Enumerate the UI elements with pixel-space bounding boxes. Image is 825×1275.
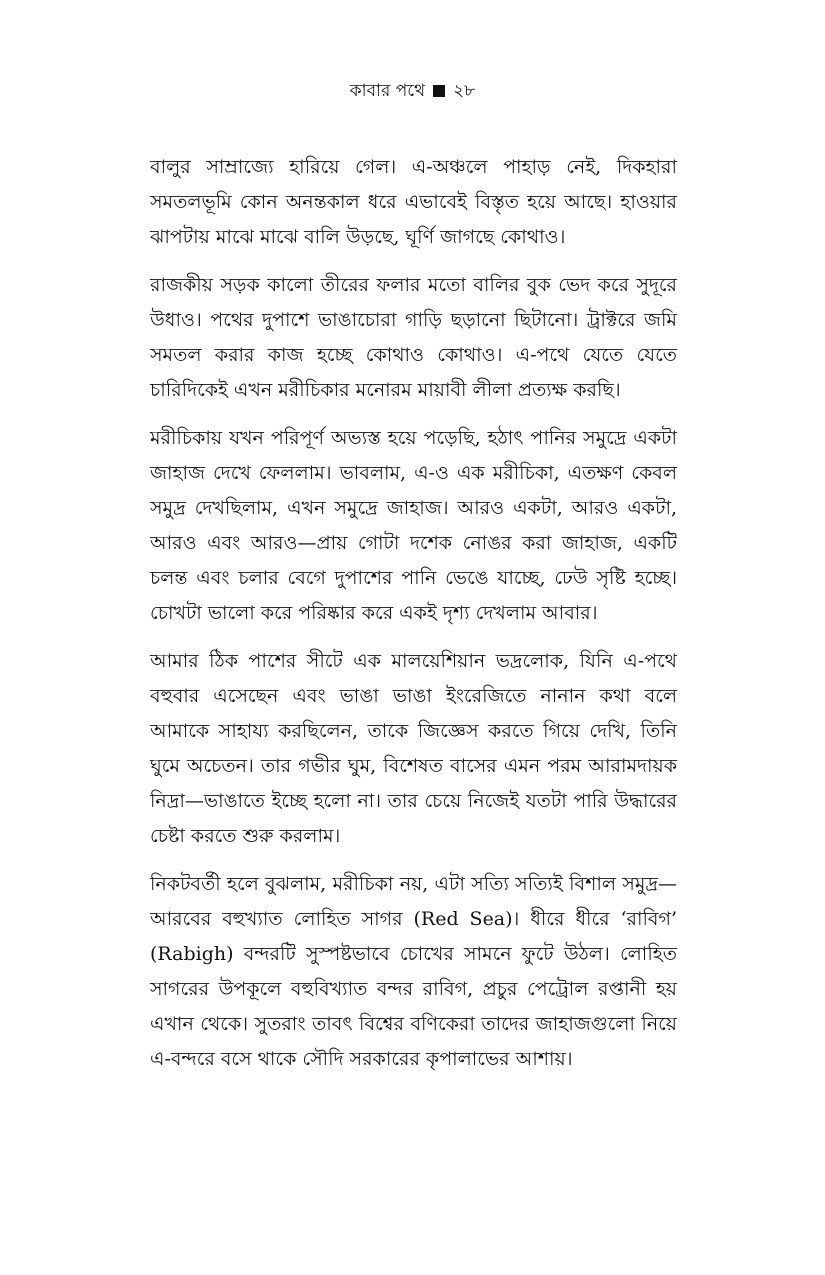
paragraph-3: মরীচিকায় যখন পরিপূর্ণ অভ্যস্ত হয়ে পড়েছি, হঠাৎ পানির সমুদ্রে একটা জাহাজ দেখে ফেললাম। ভাবলাম, এ-ও এক মরীচিকা, এতক্ষণ কেবল সমুদ্র দেখছিলাম, এখন সমুদ্রে জাহাজ। আরও একটা, আরও একটা, আরও এবং আরও—প্রায় গোটা দশেক নোঙর করা জাহাজ, একটি চলন্ত এবং চলার বেগে দুপাশের পানি ভেঙে যাচ্ছে, ঢেউ সৃষ্টি হচ্ছে। চোখটা ভালো করে পরিষ্কার করে একই দৃশ্য দেখলাম আবার।: [150, 427, 677, 624]
paragraph-2: রাজকীয় সড়ক কালো তীরের ফলার মতো বালির বুক ভেদ করে সুদূরে উধাও। পথের দুপাশে ভাঙাচোরা গাড়ি ছড়ানো ছিটানো। ট্রাক্টরে জমি সমতল করার কাজ হচ্ছে কোথাও কোথাও। এ-পথে যেতে যেতে চারিদিকেই এখন মরীচিকার মনোরম মায়াবী লীলা প্রত্যক্ষ করছি।: [150, 274, 677, 401]
paragraph-5: নিকটবর্তী হলে বুঝলাম, মরীচিকা নয়, এটা সত্যি সত্যিই বিশাল সমুদ্র—আরবের বহুখ্যাত লোহিত সাগর (Red Sea)। ধীরে ধীরে ‘রাবিগ’ (Rabigh) বন্দরটি সুস্পষ্টভাবে চোখের সামনে ফুটে উঠল। লোহিত সাগরের উপকূলে বহুবিখ্যাত বন্দর রাবিগ, প্রচুর পেট্রোল রপ্তানী হয় এখান থেকে। সুতরাং তাবৎ বিশ্বের বণিকেরা তাদের জাহাজগুলো নিয়ে এ-বন্দরে বসে থাকে সৌদি সরকারের কৃপালাভের আশায়।: [150, 873, 677, 1070]
header-separator-square: [433, 85, 445, 97]
paragraph-1: বালুর সাম্রাজ্যে হারিয়ে গেল। এ-অঞ্চলে পাহাড় নেই, দিকহারা সমতলভূমি কোন অনন্তকাল ধরে এভাবেই বিস্তৃত হয়ে আছে। হাওয়ার ঝাপটায় মাঝে মাঝে বালি উড়ছে, ঘূর্ণি জাগছে কোথাও।: [150, 156, 677, 248]
page-number: ২৮: [453, 81, 476, 101]
paragraph-4: আমার ঠিক পাশের সীটে এক মালয়েশিয়ান ভদ্রলোক, যিনি এ-পথে বহুবার এসেছেন এবং ভাঙা ভাঙা ইংরেজিতে নানান কথা বলে আমাকে সাহায্য করছিলেন, তাকে জিজ্ঞেস করতে গিয়ে দেখি, তিনি ঘুমে অচেতন। তার গভীর ঘুম, বিশেষত বাসের এমন পরম আরামদায়ক নিদ্রা—ভাঙাতে ইচ্ছে হলো না। তার চেয়ে নিজেই যতটা পারি উদ্ধারের চেষ্টা করতে শুরু করলাম।: [150, 650, 677, 847]
running-header: [0, 80, 825, 102]
running-title: কাবার পথে: [349, 81, 426, 101]
body-text: [150, 150, 677, 1090]
